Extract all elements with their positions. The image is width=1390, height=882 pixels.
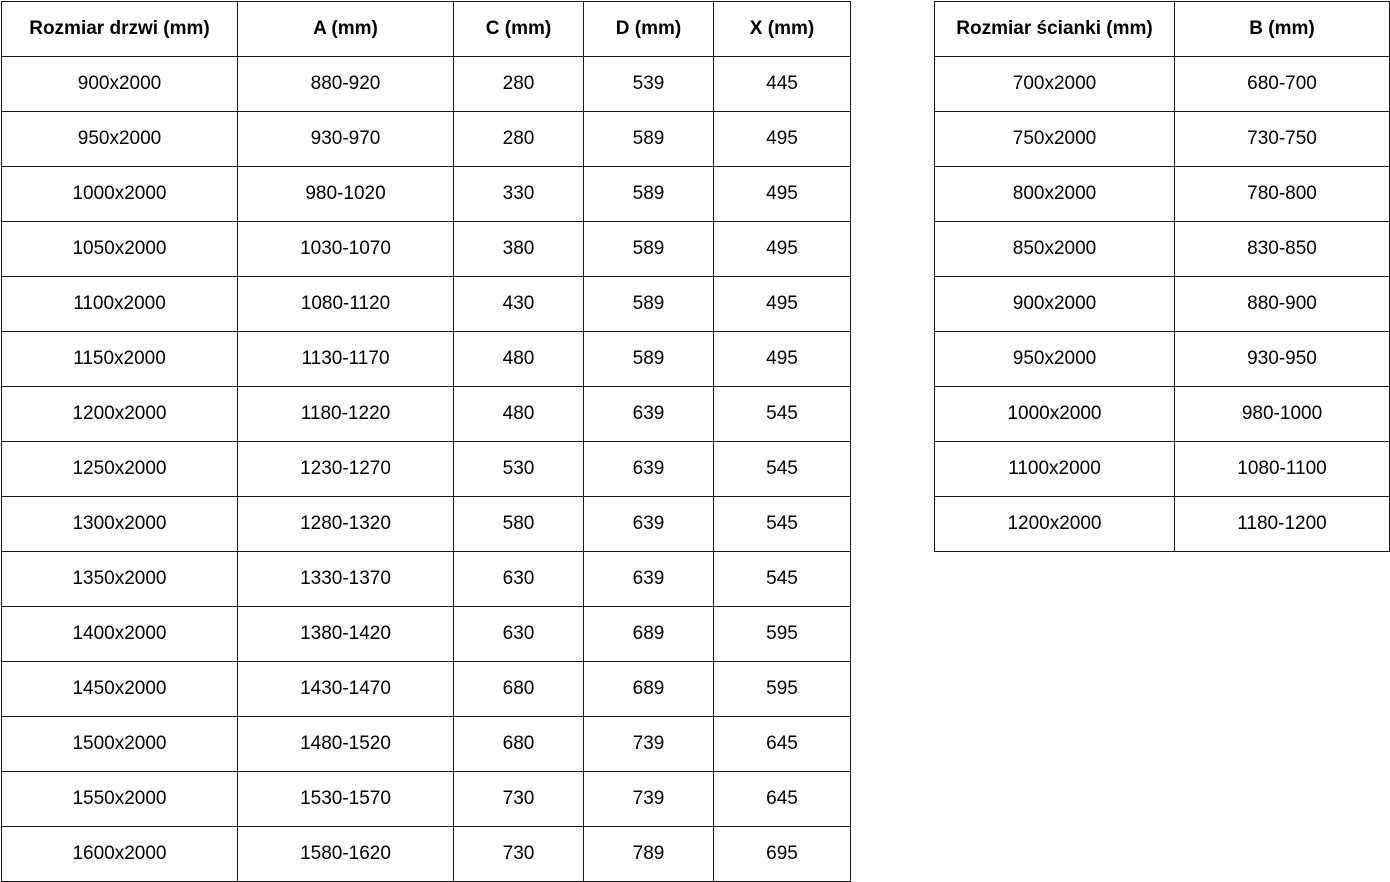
cell-b: 730-750 (1175, 112, 1390, 167)
cell-d: 689 (584, 662, 714, 717)
cell-x: 645 (714, 717, 851, 772)
cell-wall-size: 1100x2000 (935, 442, 1175, 497)
cell-b: 980-1000 (1175, 387, 1390, 442)
cell-x: 695 (714, 827, 851, 882)
table-row (935, 222, 1390, 277)
table-row (2, 332, 851, 387)
cell-c: 730 (454, 772, 584, 827)
cell-door-size: 900x2000 (2, 57, 238, 112)
cell-wall-size: 800x2000 (935, 167, 1175, 222)
cell-b: 780-800 (1175, 167, 1390, 222)
column-header-wall-size: Rozmiar ścianki (mm) (935, 2, 1175, 57)
walls-table-container (934, 1, 1390, 552)
cell-c: 630 (454, 552, 584, 607)
cell-wall-size: 1200x2000 (935, 497, 1175, 552)
cell-door-size: 1250x2000 (2, 442, 238, 497)
column-header-a: A (mm) (238, 2, 454, 57)
cell-x: 495 (714, 222, 851, 277)
cell-d: 539 (584, 57, 714, 112)
cell-door-size: 1400x2000 (2, 607, 238, 662)
cell-wall-size: 900x2000 (935, 277, 1175, 332)
cell-x: 495 (714, 167, 851, 222)
table-row (935, 442, 1390, 497)
cell-c: 480 (454, 332, 584, 387)
cell-c: 680 (454, 662, 584, 717)
table-row (2, 277, 851, 332)
cell-d: 739 (584, 772, 714, 827)
table-row (935, 332, 1390, 387)
cell-x: 595 (714, 607, 851, 662)
cell-door-size: 1200x2000 (2, 387, 238, 442)
cell-b: 880-900 (1175, 277, 1390, 332)
doors-dimensions-table (1, 1, 851, 882)
cell-b: 680-700 (1175, 57, 1390, 112)
cell-d: 589 (584, 222, 714, 277)
table-row (2, 222, 851, 277)
cell-x: 495 (714, 112, 851, 167)
cell-c: 430 (454, 277, 584, 332)
table-header-row (2, 2, 851, 57)
cell-a: 1330-1370 (238, 552, 454, 607)
cell-b: 830-850 (1175, 222, 1390, 277)
cell-a: 1080-1120 (238, 277, 454, 332)
doors-table-container (1, 1, 851, 882)
cell-c: 280 (454, 57, 584, 112)
cell-d: 589 (584, 332, 714, 387)
cell-x: 545 (714, 552, 851, 607)
cell-c: 480 (454, 387, 584, 442)
cell-wall-size: 950x2000 (935, 332, 1175, 387)
cell-a: 1530-1570 (238, 772, 454, 827)
doors-table-header (2, 2, 851, 57)
cell-door-size: 1600x2000 (2, 827, 238, 882)
cell-door-size: 1300x2000 (2, 497, 238, 552)
cell-a: 930-970 (238, 112, 454, 167)
cell-c: 330 (454, 167, 584, 222)
cell-x: 545 (714, 387, 851, 442)
table-row (935, 112, 1390, 167)
cell-a: 980-1020 (238, 167, 454, 222)
cell-x: 595 (714, 662, 851, 717)
walls-dimensions-table (934, 1, 1390, 552)
cell-d: 639 (584, 442, 714, 497)
cell-a: 1480-1520 (238, 717, 454, 772)
table-row (2, 497, 851, 552)
cell-door-size: 1350x2000 (2, 552, 238, 607)
cell-a: 1580-1620 (238, 827, 454, 882)
cell-a: 1430-1470 (238, 662, 454, 717)
cell-x: 495 (714, 277, 851, 332)
column-header-x: X (mm) (714, 2, 851, 57)
cell-a: 1280-1320 (238, 497, 454, 552)
cell-d: 589 (584, 167, 714, 222)
cell-d: 739 (584, 717, 714, 772)
cell-d: 639 (584, 552, 714, 607)
table-row (2, 827, 851, 882)
table-row (935, 497, 1390, 552)
column-header-d: D (mm) (584, 2, 714, 57)
cell-door-size: 1150x2000 (2, 332, 238, 387)
cell-c: 680 (454, 717, 584, 772)
cell-d: 639 (584, 387, 714, 442)
cell-a: 880-920 (238, 57, 454, 112)
table-row (2, 167, 851, 222)
column-header-door-size: Rozmiar drzwi (mm) (2, 2, 238, 57)
column-header-c: C (mm) (454, 2, 584, 57)
table-row (2, 387, 851, 442)
cell-wall-size: 700x2000 (935, 57, 1175, 112)
cell-door-size: 1550x2000 (2, 772, 238, 827)
table-row (935, 167, 1390, 222)
cell-b: 1180-1200 (1175, 497, 1390, 552)
table-row (2, 662, 851, 717)
cell-d: 589 (584, 112, 714, 167)
table-header-row (935, 2, 1390, 57)
cell-x: 495 (714, 332, 851, 387)
table-row (2, 112, 851, 167)
walls-table-header (935, 2, 1390, 57)
cell-a: 1180-1220 (238, 387, 454, 442)
cell-c: 530 (454, 442, 584, 497)
cell-x: 645 (714, 772, 851, 827)
cell-a: 1230-1270 (238, 442, 454, 497)
cell-wall-size: 750x2000 (935, 112, 1175, 167)
cell-wall-size: 850x2000 (935, 222, 1175, 277)
cell-a: 1380-1420 (238, 607, 454, 662)
cell-door-size: 1050x2000 (2, 222, 238, 277)
table-row (2, 607, 851, 662)
table-row (2, 772, 851, 827)
cell-x: 545 (714, 497, 851, 552)
table-row (2, 442, 851, 497)
doors-table-body (2, 57, 851, 882)
cell-d: 639 (584, 497, 714, 552)
column-header-b: B (mm) (1175, 2, 1390, 57)
cell-door-size: 1100x2000 (2, 277, 238, 332)
table-row (935, 387, 1390, 442)
cell-c: 630 (454, 607, 584, 662)
cell-a: 1130-1170 (238, 332, 454, 387)
table-row (2, 552, 851, 607)
cell-wall-size: 1000x2000 (935, 387, 1175, 442)
cell-a: 1030-1070 (238, 222, 454, 277)
cell-x: 445 (714, 57, 851, 112)
table-row (935, 57, 1390, 112)
cell-c: 580 (454, 497, 584, 552)
walls-table-body (935, 57, 1390, 552)
cell-d: 789 (584, 827, 714, 882)
cell-c: 380 (454, 222, 584, 277)
cell-c: 280 (454, 112, 584, 167)
cell-b: 1080-1100 (1175, 442, 1390, 497)
cell-c: 730 (454, 827, 584, 882)
cell-door-size: 950x2000 (2, 112, 238, 167)
cell-d: 589 (584, 277, 714, 332)
cell-b: 930-950 (1175, 332, 1390, 387)
cell-door-size: 1450x2000 (2, 662, 238, 717)
cell-x: 545 (714, 442, 851, 497)
table-row (2, 717, 851, 772)
table-row (935, 277, 1390, 332)
table-row (2, 57, 851, 112)
cell-door-size: 1500x2000 (2, 717, 238, 772)
cell-door-size: 1000x2000 (2, 167, 238, 222)
cell-d: 689 (584, 607, 714, 662)
